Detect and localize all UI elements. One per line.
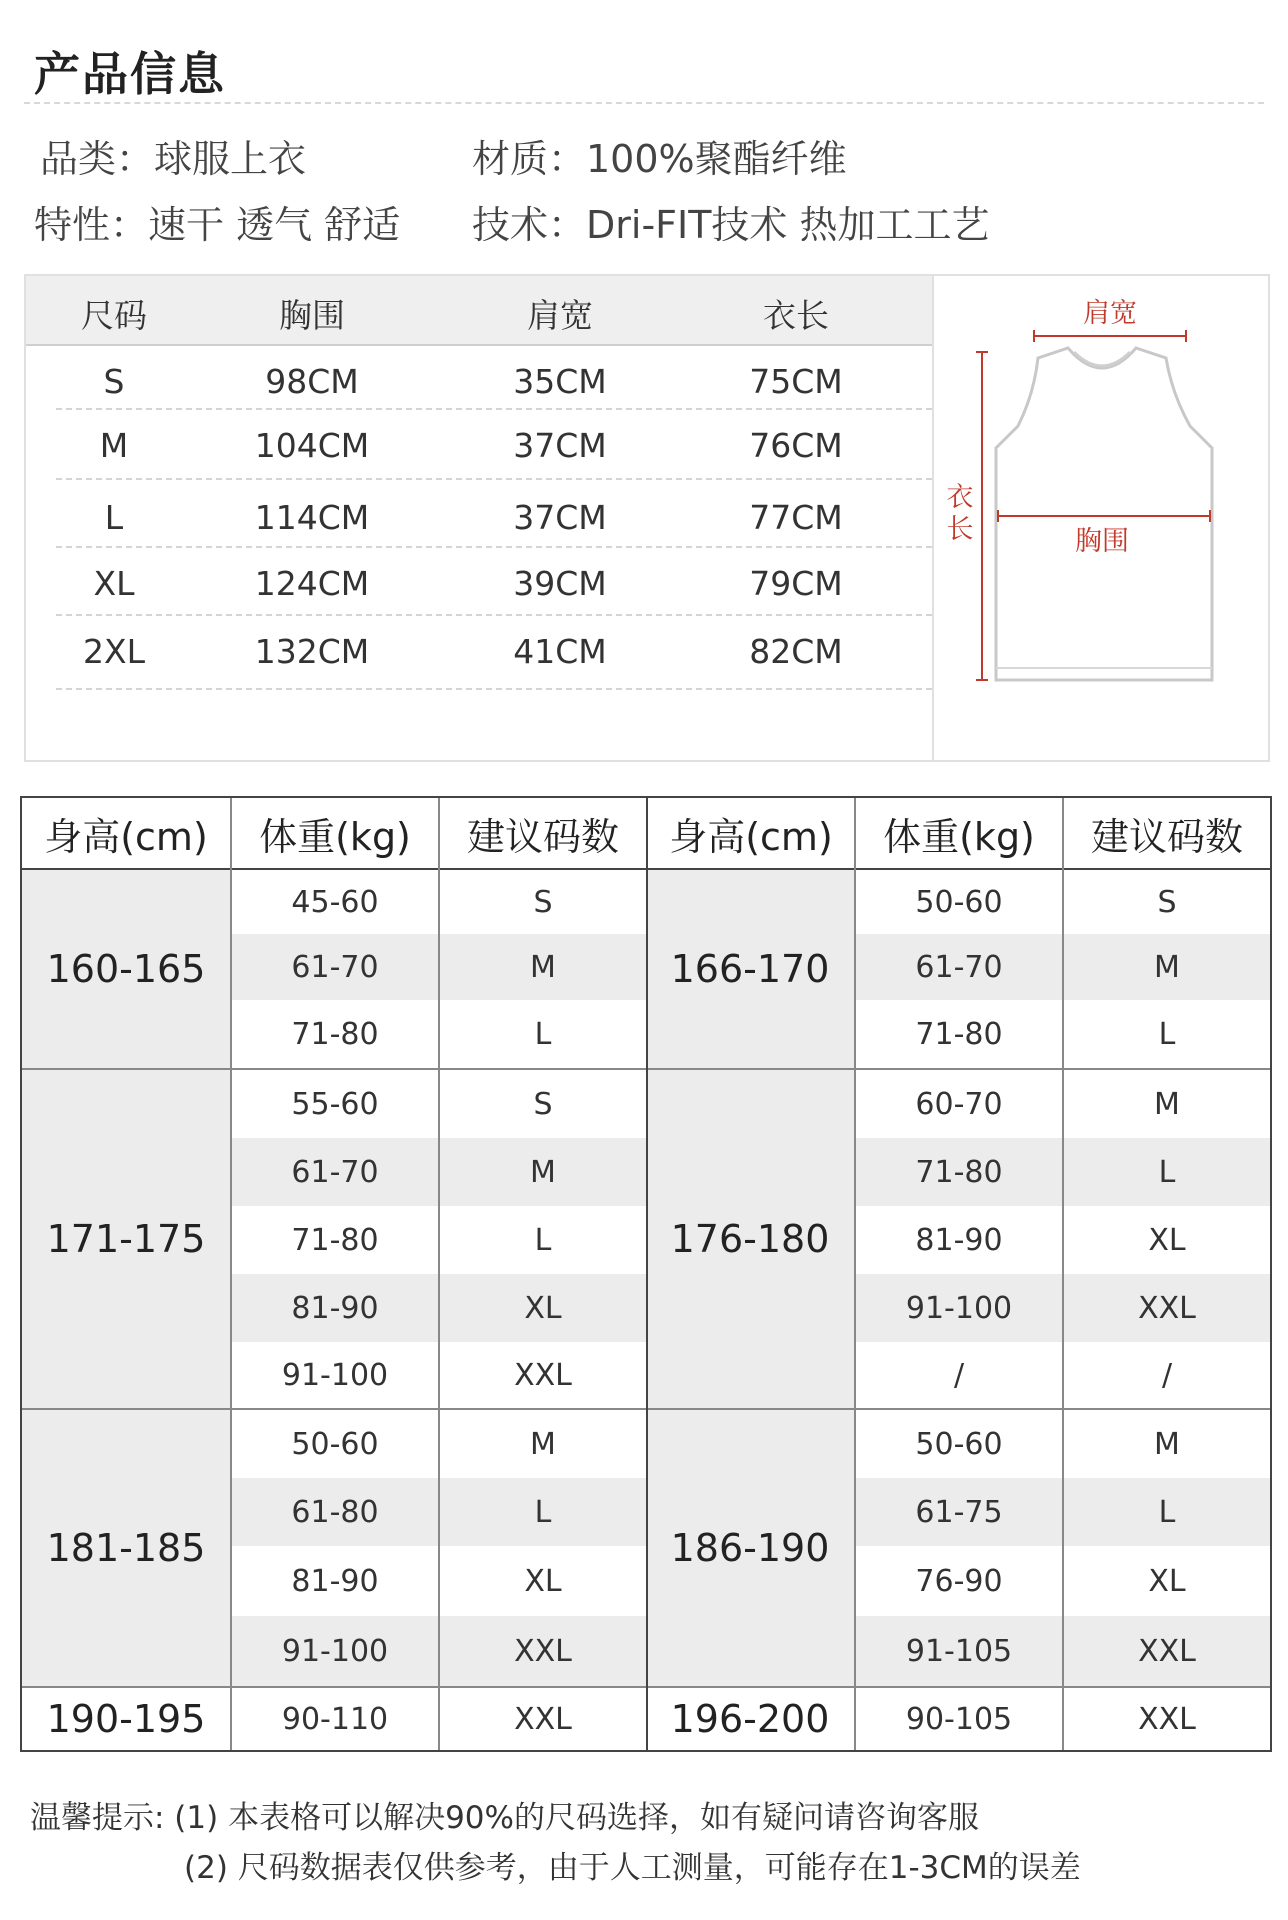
size-cell: XXL — [514, 1357, 572, 1393]
size-cell: S — [1157, 884, 1177, 920]
size-cell: L — [534, 1016, 552, 1052]
info-material: 材质：100%聚酯纤维 — [472, 137, 847, 181]
row-divider — [56, 546, 932, 548]
weight-cell: 61-80 — [291, 1494, 379, 1530]
size-cell: XL — [1148, 1222, 1186, 1258]
size-cell: L — [1158, 1154, 1176, 1190]
chest-cell: 132CM — [254, 632, 370, 671]
weight-cell: 71-80 — [915, 1016, 1003, 1052]
length-cell: 82CM — [749, 632, 843, 671]
weight-cell: 91-100 — [281, 1633, 389, 1669]
weight-cell: 91-105 — [905, 1633, 1013, 1669]
weight-cell: 61-70 — [915, 949, 1003, 985]
weight-cell: 76-90 — [915, 1563, 1003, 1599]
header-size: 建议码数 — [1090, 814, 1243, 859]
weight-cell: 61-70 — [291, 949, 379, 985]
header-size: 尺码 — [81, 296, 147, 335]
row-divider — [56, 688, 932, 690]
info-tech: 技术：Dri-FIT技术 热加工工艺 — [472, 203, 990, 247]
size-cell: L — [104, 498, 124, 537]
height-range: 181-185 — [46, 1526, 206, 1570]
weight-cell: 45-60 — [291, 884, 379, 920]
height-range: 160-165 — [46, 947, 206, 991]
shoulder-cell: 41CM — [513, 632, 607, 671]
size-cell: XL — [524, 1290, 562, 1326]
size-cell: / — [1161, 1357, 1173, 1393]
length-cell: 77CM — [749, 498, 843, 537]
shoulder-cell: 37CM — [513, 498, 607, 537]
size-cell: L — [534, 1222, 552, 1258]
length-label-bottom: 长 — [946, 514, 974, 545]
length-cell: 79CM — [749, 564, 843, 603]
tip-line-1: 温馨提示: (1) 本表格可以解决90%的尺码选择，如有疑问请咨询客服 — [30, 1800, 979, 1836]
length-cell: 76CM — [749, 426, 843, 465]
size-cell: L — [534, 1494, 552, 1530]
chest-cell: 98CM — [265, 362, 359, 401]
shoulder-cell: 37CM — [513, 426, 607, 465]
size-cell: M — [530, 1154, 556, 1190]
weight-cell: 90-105 — [905, 1701, 1013, 1737]
size-cell: M — [530, 1426, 556, 1462]
size-cell: M — [530, 949, 556, 985]
info-features: 特性：速干 透气 舒适 — [34, 203, 401, 247]
size-cell: 2XL — [83, 632, 145, 671]
length-label-top: 衣 — [946, 482, 974, 513]
size-cell: XL — [93, 564, 135, 603]
size-cell: XXL — [514, 1701, 572, 1737]
height-range: 190-195 — [46, 1697, 206, 1741]
weight-cell: 71-80 — [291, 1222, 379, 1258]
header-weight: 体重(kg) — [259, 814, 411, 859]
header-height: 身高(cm) — [669, 814, 833, 859]
chest-cell: 104CM — [254, 426, 370, 465]
height-range: 171-175 — [46, 1217, 206, 1261]
height-range: 176-180 — [670, 1217, 830, 1261]
size-row-m — [26, 412, 932, 478]
size-row-2xl — [26, 618, 932, 684]
size-cell: M — [1154, 1426, 1180, 1462]
jersey-diagram — [932, 276, 1270, 760]
weight-cell: 61-75 — [915, 1494, 1003, 1530]
weight-cell: 91-100 — [905, 1290, 1013, 1326]
weight-cell: 61-70 — [291, 1154, 379, 1190]
size-cell: XL — [1148, 1563, 1186, 1599]
chest-cell: 114CM — [254, 498, 370, 537]
weight-cell: 91-100 — [281, 1357, 389, 1393]
size-cell: XXL — [1138, 1633, 1196, 1669]
size-cell: XXL — [1138, 1290, 1196, 1326]
weight-cell: 50-60 — [915, 884, 1003, 920]
info-category: 品类：球服上衣 — [40, 137, 307, 181]
height-range: 166-170 — [670, 947, 830, 991]
size-recommend-table — [20, 796, 1272, 1752]
size-cell: L — [1158, 1016, 1176, 1052]
row-divider — [56, 478, 932, 480]
weight-cell: 81-90 — [291, 1290, 379, 1326]
size-cell: M — [1154, 1086, 1180, 1122]
size-cell: M — [1154, 949, 1180, 985]
title-divider — [24, 102, 1264, 104]
weight-cell: / — [953, 1357, 965, 1393]
weight-cell: 90-110 — [281, 1701, 389, 1737]
jersey-outline — [996, 348, 1212, 680]
header-shoulder: 肩宽 — [527, 296, 593, 335]
header-height: 身高(cm) — [44, 814, 208, 859]
weight-cell: 71-80 — [915, 1154, 1003, 1190]
size-cell: S — [533, 884, 553, 920]
size-cell: XL — [524, 1563, 562, 1599]
height-range: 186-190 — [670, 1526, 830, 1570]
chest-cell: 124CM — [254, 564, 370, 603]
size-cell: XXL — [1138, 1701, 1196, 1737]
size-cell: S — [103, 362, 125, 401]
shoulder-cell: 35CM — [513, 362, 607, 401]
header-length: 衣长 — [763, 296, 829, 335]
size-table-header — [26, 276, 932, 346]
header-weight: 体重(kg) — [883, 814, 1035, 859]
header-chest: 胸围 — [279, 296, 345, 335]
weight-cell: 81-90 — [291, 1563, 379, 1599]
length-cell: 75CM — [749, 362, 843, 401]
size-cell: XXL — [514, 1633, 572, 1669]
shoulder-cell: 39CM — [513, 564, 607, 603]
chest-label: 胸围 — [1075, 526, 1129, 557]
size-table — [24, 274, 1270, 762]
page-title: 产品信息 — [34, 47, 226, 101]
header-size: 建议码数 — [466, 814, 619, 859]
weight-cell: 55-60 — [291, 1086, 379, 1122]
tip-line-2: (2) 尺码数据表仅供参考，由于人工测量，可能存在1-3CM的误差 — [184, 1850, 1081, 1886]
row-divider — [56, 408, 932, 410]
size-cell: M — [99, 426, 129, 465]
shoulder-label: 肩宽 — [1083, 298, 1137, 329]
weight-cell: 60-70 — [915, 1086, 1003, 1122]
row-divider — [56, 614, 932, 616]
weight-cell: 81-90 — [915, 1222, 1003, 1258]
weight-cell: 50-60 — [915, 1426, 1003, 1462]
size-cell: L — [1158, 1494, 1176, 1530]
size-cell: S — [533, 1086, 553, 1122]
weight-cell: 50-60 — [291, 1426, 379, 1462]
jersey-svg — [934, 276, 1272, 760]
size-row-l — [26, 484, 932, 550]
weight-cell: 71-80 — [291, 1016, 379, 1052]
height-range: 196-200 — [670, 1697, 830, 1741]
size-row-s — [26, 348, 932, 414]
size-row-xl — [26, 550, 932, 616]
